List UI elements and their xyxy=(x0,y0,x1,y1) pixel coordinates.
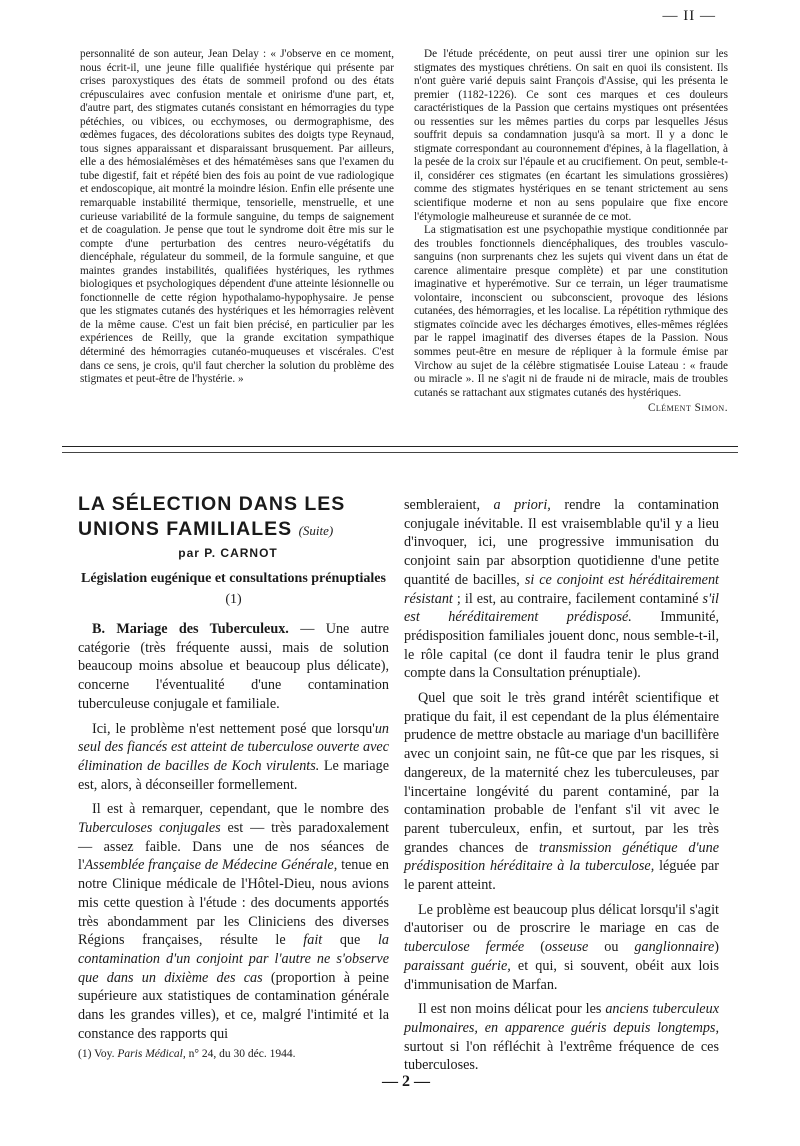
text-span: ) xyxy=(714,939,719,956)
top-right-paragraph-2: La stigmatisation est une psychopathie mystique conditionnée par des troubles fonctionnels diencéphaliques, des troubles vasculo-sanguins (non surprenants chez les sujets qui vivent dans un état de carence alimentaire presque complète) et par une constitution imaginative et hyperémotive. Sur ce terrain, un léger traumatisme volontaire, inconscient ou subconscient, provoque des lésions cutanées, des hémorragies, et les localise. La répétition rythmique des stigmates coïncide avec les décharges émotives, elles-mêmes réglées par le rappel imaginatif des diverses étapes de la Passion. Nous sommes peut-être en mesure de répliquer à la formule émise par Virchow au sujet de la célèbre stigmatisée Louise Lateau : « fraude ou miracle ». Il ne s'agit ni de fraude ni de miracle, mais de troubles cutanés se rattachant aux stigmates cutanés des hystériques. xyxy=(414,224,728,399)
emphasis: s'il est héréditairement prédisposé. xyxy=(404,590,719,626)
article-subtitle xyxy=(78,568,389,610)
top-right-paragraph-1: De l'étude précédente, on peut aussi tirer une opinion sur les stigmates des mystiques chrétiens. On sait en quoi ils consistent. Ils n'ont guère varié depuis saint François d'Assise, qui les présenta le premier (1182-1226). Ce sont ces marques et ces douleurs caractéristiques de la Passion que certains mystiques ont présentées ou ressenties sur les mêmes parties du corps par lesquelles Jésus souffrit depuis sa condamnation jusqu'à sa mort. Il y a donc le stigmate correspondant au couronnement d'épines, à la flagellation, à la pesée de la croix sur l'épaule et au crucifiement. On peut, semble-t-il, considérer ces stigmates (en écartant les simulations grossières) comme des stigmates hystériques en se tenant strictement au sens scientifique moderne et non au sens populaire que fixe encore l'étymologie malheureuse et surannée de ce mot. xyxy=(414,48,728,223)
article-byline: par P. CARNOT xyxy=(178,546,278,560)
article-right-column xyxy=(404,496,719,1081)
text-span: n° 24, du 30 déc. 1944. xyxy=(185,1048,296,1060)
emphasis: osseuse xyxy=(544,939,589,956)
paragraph-delicat xyxy=(404,901,719,995)
paragraph-interet xyxy=(404,689,719,895)
article-title-text: LA SÉLECTION DANS LES UNIONS FAMILIALES xyxy=(78,493,346,540)
subtitle-text: Législation eugénique et consultations prénuptiales xyxy=(81,571,386,586)
text-span: rendre la contamination conjugale inévitable. Il est vraisemblable qu'il y a lieu d'invoquer, ici, une progressive immunisation du conjoint sain par absorption quotidienne d'une petite quantité de bacilles, xyxy=(404,497,719,588)
text-span: et qui, si souvent, obéit aux lois d'immunisation de Marfan. xyxy=(404,957,719,993)
article-left-column xyxy=(78,620,389,1049)
page-number: — 2 — xyxy=(382,1073,430,1090)
author-signature: Clément Simon. xyxy=(647,402,728,415)
article-title xyxy=(78,492,378,543)
emphasis: fait xyxy=(303,932,323,949)
text-span: Il est non moins délicat pour les xyxy=(418,1001,606,1018)
text-span: Le mariage est, alors, à déconseiller formellement. xyxy=(78,757,389,793)
text-span: léguée par le parent atteint. xyxy=(404,858,720,894)
text-span: ou xyxy=(588,939,635,956)
top-right-column xyxy=(414,48,728,416)
footnote xyxy=(78,1048,389,1060)
paragraph-continued xyxy=(404,496,719,683)
paragraph-b-text: — Une autre catégorie (très fréquente aussi, mais de solution beaucoup moins absolue et beaucoup plus délicate), concerne l'éventualité d'une contamination tuberculeuse conjugale et familiale. xyxy=(78,621,390,712)
text-span: Ici, le problème n'est nettement posé que lorsqu' xyxy=(92,720,375,737)
page-roman-numeral: — II — xyxy=(662,8,716,24)
emphasis: Assemblée française de Médecine Générale xyxy=(84,857,334,874)
emphasis: transmission génétique d'une prédisposition héréditaire à la tuberculose, xyxy=(404,839,719,875)
subtitle-footnote-ref: (1) xyxy=(225,592,242,607)
emphasis: un seul des fiancés est atteint de tuberculose ouverte avec élimination de bacilles de Koch virulents. xyxy=(78,720,389,774)
text-span: que xyxy=(322,932,378,949)
article-suite: (Suite) xyxy=(298,523,334,538)
text-span: sembleraient, xyxy=(404,497,494,513)
paragraph-remarquer xyxy=(78,800,389,1043)
text-span: , tenue en notre Clinique médicale de l'Hôtel-Dieu, nous avions mis cette question à l'étude : des documents apportés très abondamment par les Cliniciens des diverses Régions françaises, résulte le xyxy=(78,857,389,949)
top-left-text: personnalité de son auteur, Jean Delay : « J'observe en ce moment, nous écrit-il, une jeune fille qualifiée hystérique qui présente par crises paroxystiques des états de sommeil profond ou des états crépusculaires avec confusion mentale et onirisme d'une part, et, d'autre part, des stigmates cutanés consistant en hémorragies du type pétéchies, ou vibices, ou ecchymoses, ou dermographisme, des œdèmes fugaces, des décolorations subites des doigts type Reynaud, tous signes apparaissant et disparaissant brusquement. Par ailleurs, elle a des hémosialémèses et des hématémèses sans que l'examen du tube digestif, fait et répété bien des fois au point de vue radiologique et endoscopique, ait montré la moindre lésion. Enfin elle présente une remarquable instabilité thermique, tensorielle, menstruelle, et une curieuse variabilité de la formule sanguine, du temps de saignement et de coagulation. Je pense que tout le syndrome doit être mis sur le compte d'une perturbation des centres neuro-végétatifs du diencéphale, régulateur du sommeil, de la formule sanguine, et que maintes grandes instabilités, qualifiées hystériques, les rythmes biologiques et psychologiques dépendent d'une atteinte lésionnelle ou fonctionnelle de cette région hypothalamo-hypophysaire. Je pense que les stigmates cutanés des hystériques et les hémorragies relèvent de la même cause. C'est un fait bien précisé, en particulier par les expériences de Reilly, que la grande excitation sympathique déterminé des hémorragies cutanéo-muqueuses et viscérales. C'est dans ce sens, je crois, qu'il faut chercher la solution du problème des stigmates et peut-être de l'hystérie. » xyxy=(80,48,394,386)
text-span: (1) Voy. xyxy=(78,1048,118,1060)
text-span: ( xyxy=(524,939,545,956)
section-divider-thin xyxy=(62,452,738,453)
paragraph-b xyxy=(78,620,389,714)
text-span: est — très paradoxalement — assez faible. Dans une de nos séances de l' xyxy=(78,820,389,874)
emphasis: ganglionnaire xyxy=(634,939,715,956)
emphasis: anciens tuberculeux pulmonaires, en apparence guéris depuis longtemps, xyxy=(404,1001,719,1036)
paragraph-anciens xyxy=(404,1000,719,1075)
text-span: Immunité, prédisposition familiales jouent donc, nous semble-t-il, le rôle capital (ce dont il faudra tenir le plus grand compte dans la Consultation prénuptiale). xyxy=(404,609,719,682)
text-span: Quel que soit le très grand intérêt scientifique et pratique du fait, il est cependant de la plus élémentaire prudence de mettre obstacle au mariage d'un bacillifère avec un conjoint sain, ne fût-ce que par les risques, si dangereux, de la maternité chez les tuberculeuses, par l'incertaine longévité du parent contaminé, par la contamination probable de l'enfant s'il vit avec le parent tuberculeux, enfin, et surtout, par les très grandes chances de xyxy=(404,690,719,856)
text-span: Le problème est beaucoup plus délicat lorsqu'il s'agit d'autoriser ou de proscrire le mariage en cas de xyxy=(404,901,719,937)
text-span: ; il est, au contraire, facilement contaminé xyxy=(452,590,703,607)
text-span: (proportion à peine supérieure aux statistiques de contamination générale dans les grandes villes), et ce, malgré l'intimité et la constance des rapports qui xyxy=(78,969,389,1042)
text-span: surtout si l'on réfléchit à l'extrême fréquence de ces tuberculoses. xyxy=(404,1038,719,1074)
section-heading: B. Mariage des Tuberculeux. xyxy=(92,621,289,637)
top-left-column xyxy=(80,48,394,387)
emphasis: tuberculose fermée xyxy=(404,939,525,956)
emphasis: a priori, xyxy=(493,497,551,513)
text-span: Il est à remarquer, cependant, que le nombre des xyxy=(92,801,389,818)
emphasis: Paris Médical, xyxy=(117,1048,186,1060)
emphasis: si ce conjoint est héréditairement résistant xyxy=(404,571,719,607)
paragraph-ici xyxy=(78,720,389,795)
section-divider xyxy=(62,446,738,447)
emphasis: la contamination d'un conjoint par l'autre ne s'observe que dans un dixième des cas xyxy=(78,932,389,986)
emphasis: paraissant guérie, xyxy=(404,957,511,974)
emphasis: Tuberculoses conjugales xyxy=(78,820,221,837)
